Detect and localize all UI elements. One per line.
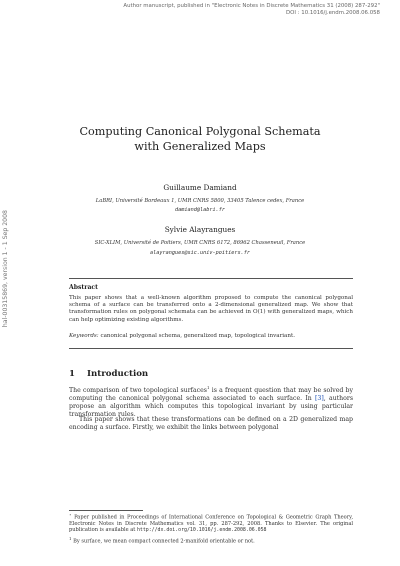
footnote-star-text: Paper published in Proceedings of International Conference on Topological & Geometric Graph Theory, Electronic Notes in Discrete Mathematics vol. 31, pp. 287-292, 2008. Thanks to Elsevier. The original publication is available at	[69, 514, 354, 533]
abstract-top-rule	[69, 278, 353, 279]
keywords-text: canonical polygonal schema, generalized map, topological invariant.	[100, 333, 296, 339]
footnote-star	[69, 512, 353, 533]
footnote-star-mark: ⋆	[69, 512, 72, 517]
title-line-2: with Generalized Maps	[134, 140, 266, 153]
hal-identifier: hal-00315869, version 1 - 1 Sep 2008	[2, 210, 9, 328]
abstract-text: This paper shows that a well-known algorithm proposed to compute the canonical polygonal schema of a surface can be transferred onto a 2-dimensional generalized map. We show that transformation rules on polygonal schemata can be achieved in O(1) with generalized maps, which can help optimizing existing algorithms.	[69, 295, 353, 323]
intro-text: The comparison of two topological surfaces	[69, 387, 207, 395]
doi-line: DOI : 10.1016/j.endm.2008.06.058	[286, 9, 380, 16]
footnote-marker: 1	[206, 385, 210, 390]
paper-title	[30, 124, 370, 154]
intro-text: is a frequent question that may be solved by computing the canonical polygonal schema associated to each surface. In	[69, 387, 353, 403]
section-heading	[69, 369, 148, 379]
author-name: Sylvie Alayrangues	[164, 225, 236, 234]
section-number: 1	[69, 369, 75, 379]
intro-paragraph-2: This paper shows that these transformations can be defined on a 2D generalized map encoding a surface. Firstly, we exhibit the links between polygonal	[69, 416, 353, 431]
section-title: Introduction	[86, 369, 149, 379]
citation-link[interactable]: [3]	[315, 395, 324, 403]
footnote-1	[69, 536, 353, 545]
author-affiliation: LaBRI, Université Bordeaux 1, UMR CNRS 5800, 33405 Talence cedex, France	[95, 198, 305, 204]
footnote-1-text: By surface, we mean compact connected 2-manifold orientable or not.	[73, 538, 255, 545]
author-email: damiand@labri.fr	[175, 207, 225, 213]
intro-paragraph-1	[69, 384, 353, 419]
footnote-1-mark: 1	[69, 536, 72, 541]
author-email: alayrangues@sic.univ-poitiers.fr	[150, 250, 250, 256]
page-header	[60, 3, 380, 16]
keywords-line	[69, 333, 353, 340]
abstract-heading: Abstract	[69, 284, 98, 291]
author-affiliation: SIC-XLIM, Université de Poitiers, UMR CNRS 6172, 86962 Chasseneuil, France	[94, 240, 306, 246]
title-line-1: Computing Canonical Polygonal Schemata	[79, 125, 321, 138]
doi-link[interactable]: http://dx.doi.org/10.1016/j.endm.2008.06.058	[136, 526, 267, 533]
intro-text: , authors propose an algorithm which computes this topological invariant by using particular transformation rules.	[69, 395, 354, 419]
author-name: Guillaume Damiand	[163, 183, 237, 192]
manuscript-note: Author manuscript, published in "Electronic Notes in Discrete Mathematics 31 (2008) 287-292"	[123, 3, 380, 9]
abstract-bottom-rule	[69, 348, 353, 349]
footnote-rule	[69, 510, 143, 511]
keywords-label: Keywords:	[69, 333, 99, 339]
